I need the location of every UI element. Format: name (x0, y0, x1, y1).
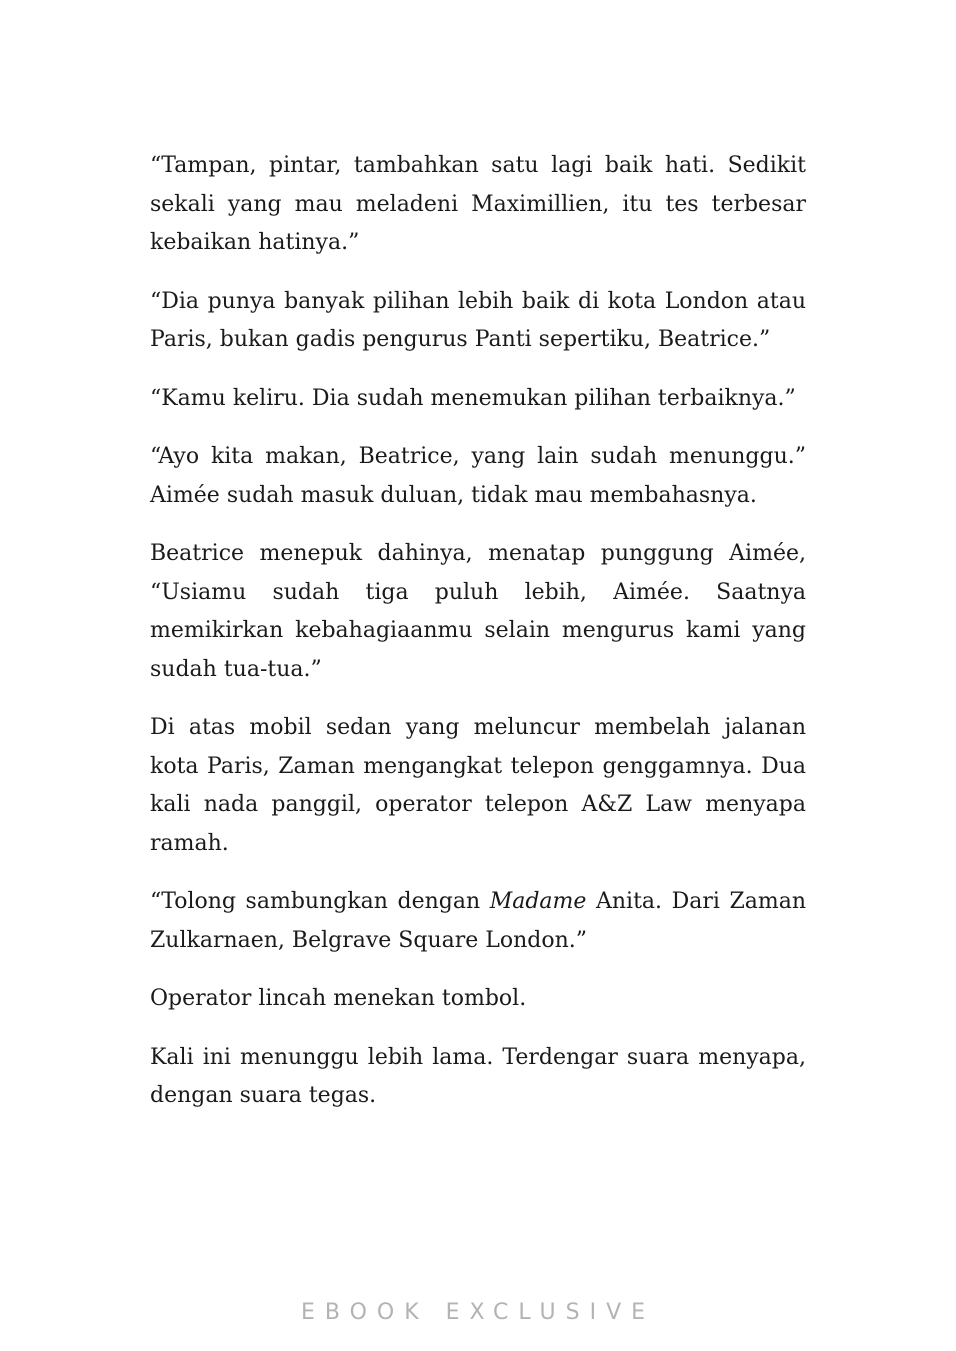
paragraph-7-before: “Tolong sambungkan dengan (150, 889, 490, 914)
paragraph-7-after: Anita. Dari Zaman Zulkarnaen, Belgrave Square London.” (150, 889, 806, 953)
paragraph-2: “Dia punya banyak pilihan lebih baik di kota London atau Paris, bukan gadis pengurus Panti sepertiku, Beatrice.” (150, 288, 806, 352)
paragraph-3: “Kamu keliru. Dia sudah menemukan pilihan terbaiknya.” (150, 385, 796, 411)
paragraph-9: Kali ini menunggu lebih lama. Terdengar suara menyapa, dengan suara tegas. (150, 1044, 806, 1108)
ebook-footer: EBOOK EXCLUSIVE (300, 1300, 656, 1325)
paragraph-7 (150, 883, 806, 960)
paragraph-7-italic: Madame (489, 889, 587, 914)
paragraph-6: Di atas mobil sedan yang meluncur membelah jalanan kota Paris, Zaman mengangkat telepon genggamnya. Dua kali nada panggil, operator telepon A&Z Law menyapa ramah. (150, 715, 806, 856)
paragraph-5: Beatrice menepuk dahinya, menatap punggung Aimée, “Usiamu sudah tiga puluh lebih, Aimée. Saatnya memikirkan kebahagiaanmu selain mengurus kami yang sudah tua-tua.” (150, 541, 806, 682)
paragraph-8: Operator lincah menekan tombol. (150, 986, 527, 1011)
page-body (150, 147, 806, 1116)
paragraph-4: “Ayo kita makan, Beatrice, yang lain sudah menunggu.” Aimée sudah masuk duluan, tidak mau membahasnya. (150, 444, 806, 508)
paragraph-1: “Tampan, pintar, tambahkan satu lagi baik hati. Sedikit sekali yang mau meladeni Maximillien, itu tes terbesar kebaikan hatinya.” (150, 153, 806, 255)
